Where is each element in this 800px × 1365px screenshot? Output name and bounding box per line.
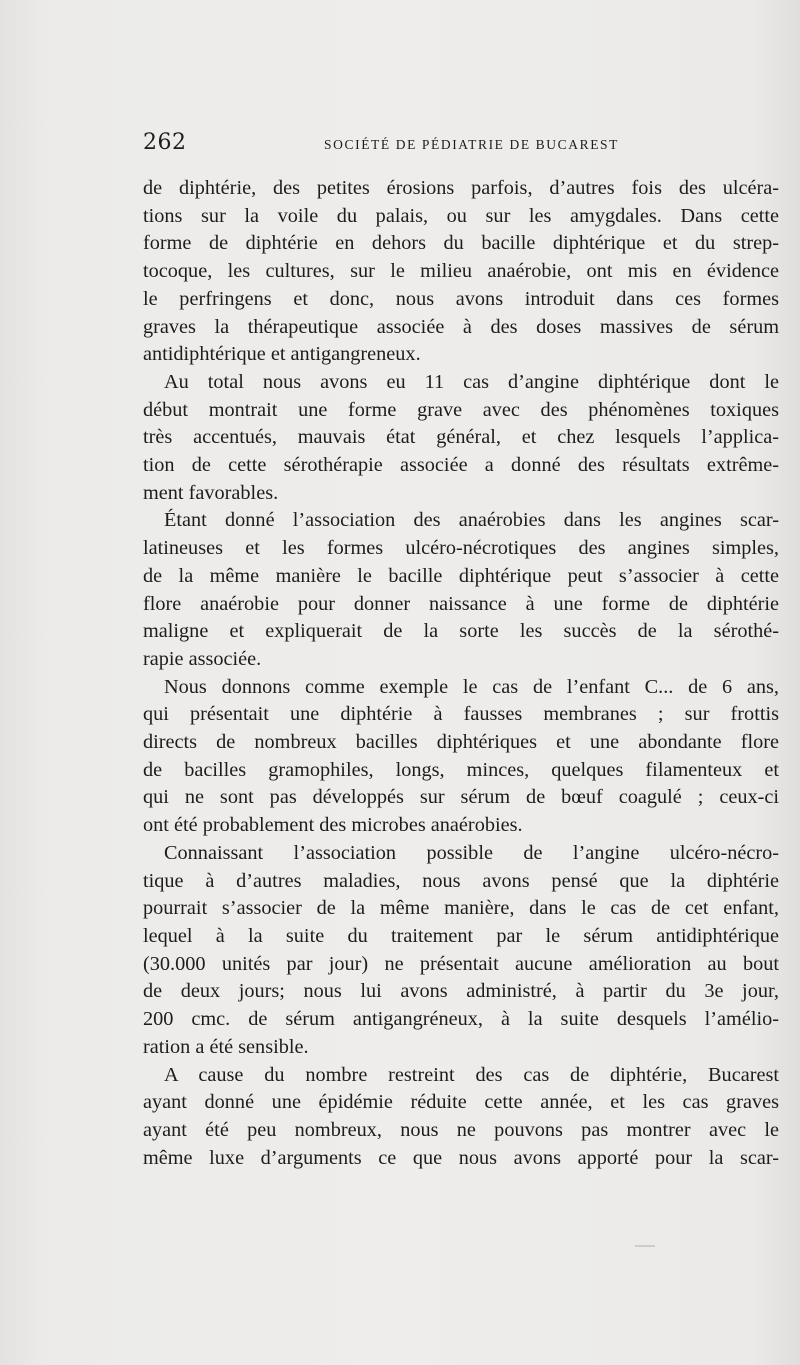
text-line: ont été probablement des microbes anaérobies. [143,814,523,837]
text-line: Connaissant l’association possible de l’angine ulcéro-nécro- [164,841,779,864]
body-text [143,175,779,1172]
text-line: tocoque, les cultures, sur le milieu anaérobie, ont mis en évidence [143,260,779,283]
text-line: tions sur la voile du palais, ou sur les amygdales. Dans cette [143,204,779,227]
text-line: graves la thérapeutique associée à des doses massives de sérum [143,315,779,338]
paragraph-2 [143,369,779,508]
running-title: SOCIÉTÉ DE PÉDIATRIE DE BUCAREST [324,137,619,152]
paragraph-3 [143,507,779,673]
text-line: de la même manière le bacille diphtérique peut s’associer à cette [143,564,779,587]
text-line: pourrait s’associer de la même manière, dans le cas de cet enfant, [143,897,779,920]
text-line: Au total nous avons eu 11 cas d’angine diphtérique dont le [164,370,779,393]
text-line: le perfringens et donc, nous avons introduit dans ces formes [143,287,779,310]
text-line: ration a été sensible. [143,1035,309,1058]
text-line: ayant été peu nombreux, nous ne pouvons pas montrer avec le [143,1118,779,1141]
text-line: tique à d’autres maladies, nous avons pensé que la diphtérie [143,869,779,892]
text-line: qui ne sont pas développés sur sérum de bœuf coagulé ; ceux-ci [143,786,779,809]
text-line: A cause du nombre restreint des cas de diphtérie, Bucarest [164,1063,779,1086]
text-line: ment favorables. [143,481,279,504]
text-line: antidiphtérique et antigangreneux. [143,343,421,366]
page-number: 262 [143,130,187,155]
text-line: (30.000 unités par jour) ne présentait aucune amélioration au bout [143,952,779,975]
text-line: latineuses et les formes ulcéro-nécrotiques des angines simples, [143,537,779,560]
paragraph-4 [143,674,779,840]
text-line: de diphtérie, des petites érosions parfois, d’autres fois des ulcéra- [143,177,779,199]
text-line: rapie associée. [143,647,262,670]
text-line: très accentués, mauvais état général, et chez lesquels l’applica- [143,426,779,449]
text-line: ayant donné une épidémie réduite cette année, et les cas graves [143,1091,779,1114]
text-line: flore anaérobie pour donner naissance à une forme de diphtérie [143,592,779,615]
print-smudge [635,1245,655,1247]
text-line: qui présentait une diphtérie à fausses membranes ; sur frottis [143,703,779,726]
text-line: Étant donné l’association des anaérobies dans les angines scar- [164,509,779,532]
text-line: de bacilles gramophiles, longs, minces, quelques filamenteux et [143,758,779,781]
text-line: forme de diphtérie en dehors du bacille diphtérique et du strep- [143,232,779,255]
text-line: Nous donnons comme exemple le cas de l’enfant C... de 6 ans, [164,675,779,698]
text-line: 200 cmc. de sérum antigangréneux, à la suite desquels l’amélio- [143,1008,779,1031]
text-line: lequel à la suite du traitement par le sérum antidiphtérique [143,924,779,947]
text-line: tion de cette sérothérapie associée a donné des résultats extrême- [143,454,779,477]
paragraph-6 [143,1062,779,1173]
text-line: de deux jours; nous lui avons administré, à partir du 3e jour, [143,980,779,1003]
paragraph-5 [143,840,779,1062]
text-line: début montrait une forme grave avec des phénomènes toxiques [143,398,779,421]
page-header [143,130,619,160]
text-line: directs de nombreux bacilles diphtériques et une abondante flore [143,731,779,754]
text-line: maligne et expliquerait de la sorte les succès de la sérothé- [143,620,779,643]
text-line: même luxe d’arguments ce que nous avons apporté pour la scar- [143,1146,779,1169]
paragraph-1 [143,175,779,369]
